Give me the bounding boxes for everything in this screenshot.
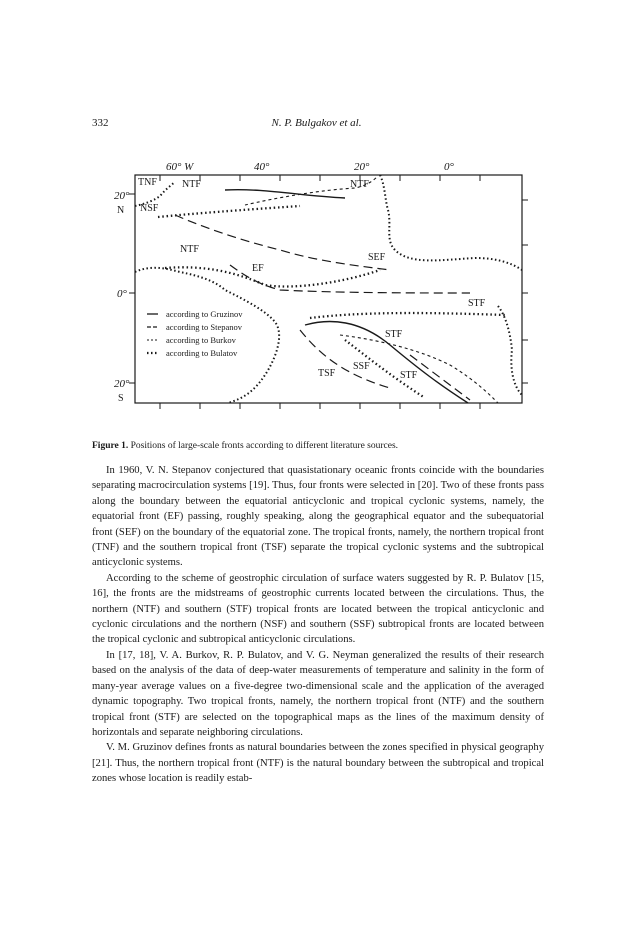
front-label-ssf: SSF: [353, 361, 370, 372]
front-label-stf: STF: [400, 370, 418, 381]
caption-text: Positions of large-scale fronts according to different literature sources.: [128, 441, 399, 451]
caption-label: Figure 1.: [92, 441, 129, 451]
front-label-tsf: TSF: [318, 368, 336, 379]
front-label-sef: SEF: [368, 252, 386, 263]
lat-label: 0°: [117, 288, 127, 300]
front-label-stf: STF: [468, 298, 486, 309]
paragraph: In [17, 18], V. A. Burkov, R. P. Bulatov, and V. G. Neyman generalized the results of their research based on the analysis of the data of deep-water measurements of temperature and salinity in the form of many-year average values on a five-degree two-dimensional scale and the application of the averaged dynamic topography. Two tropical fronts, namely, the northern tropical front (NTF) and the southern tropical front (STF) are selected on the topographical maps as the lines of the maximum density of horizontals and separate neighboring circulations.: [92, 649, 544, 738]
lat-label: S: [118, 393, 124, 404]
front-label-nsf: NSF: [140, 203, 159, 214]
body-text: [92, 463, 544, 787]
gruzinov-fronts: [225, 190, 468, 403]
front-label-ef: EF: [252, 263, 264, 274]
paragraph: In 1960, V. N. Stepanov conjectured that quasistationary oceanic fronts coincide with the boundaries separating macrocirculation systems [19]. Thus, four fronts were selected in [20]. Two of these fronts pass along the boundary between the equatorial anticyclonic and tropical cyclonic systems, namely, the equatorial front (EF) passing, roughly speaking, along the geographical equator and the subequatorial front (SEF) on the boundary of the equatorial zone. The tropical fronts, namely, the northern tropical front (TNF) and the southern tropical front (TSF) separate the tropical cyclonic systems and the subtropical anticyclonic systems.: [92, 465, 544, 569]
legend-label: according to Stepanov: [166, 322, 243, 332]
front-label-tnf: TNF: [138, 177, 157, 188]
fronts-map-figure: [0, 0, 633, 440]
lat-label: 20°: [114, 190, 130, 202]
burkov-fronts: [245, 176, 498, 403]
lon-label: 60° W: [166, 161, 194, 173]
legend-label: according to Bulatov: [166, 348, 238, 358]
page-number: 332: [92, 117, 109, 129]
paragraph: V. M. Gruzinov defines fronts as natural boundaries between the zones specified in physical geography [21]. Thus, the northern tropical front (NTF) is the natural boundary between the subtropical and tropical zones whose location is readily estab-: [92, 742, 544, 785]
lat-label: 20°: [114, 378, 130, 390]
lat-label: N: [117, 205, 125, 216]
legend-label: according to Burkov: [166, 335, 236, 345]
lon-label: 20°: [354, 161, 370, 173]
front-label-ntf: NTF: [182, 179, 201, 190]
legend: [147, 309, 243, 358]
bottom-ticks: [160, 403, 480, 409]
front-label-ntf: NTF: [350, 179, 369, 190]
figure-caption: [92, 441, 552, 451]
lon-label: 40°: [254, 161, 270, 173]
front-label-stf: STF: [385, 329, 403, 340]
lon-label: 0°: [444, 161, 454, 173]
running-head: N. P. Bulgakov et al.: [271, 117, 362, 129]
legend-label: according to Gruzinov: [166, 309, 243, 319]
front-label-ntf: NTF: [180, 244, 199, 255]
paragraph: According to the scheme of geostrophic circulation of surface waters suggested by R. P. Bulatov [15, 16], the fronts are the midstreams of geostrophic currents located between the circulations. Thus, the northern (NTF) and southern (STF) tropical fronts are located between the tropical anticyclonic and cyclonic circulations and the northern (NSF) and southern (SSF) subtropical fronts are located between the tropical cyclonic and subtropical anticyclonic circulations.: [92, 572, 544, 646]
top-ticks: [160, 175, 480, 181]
